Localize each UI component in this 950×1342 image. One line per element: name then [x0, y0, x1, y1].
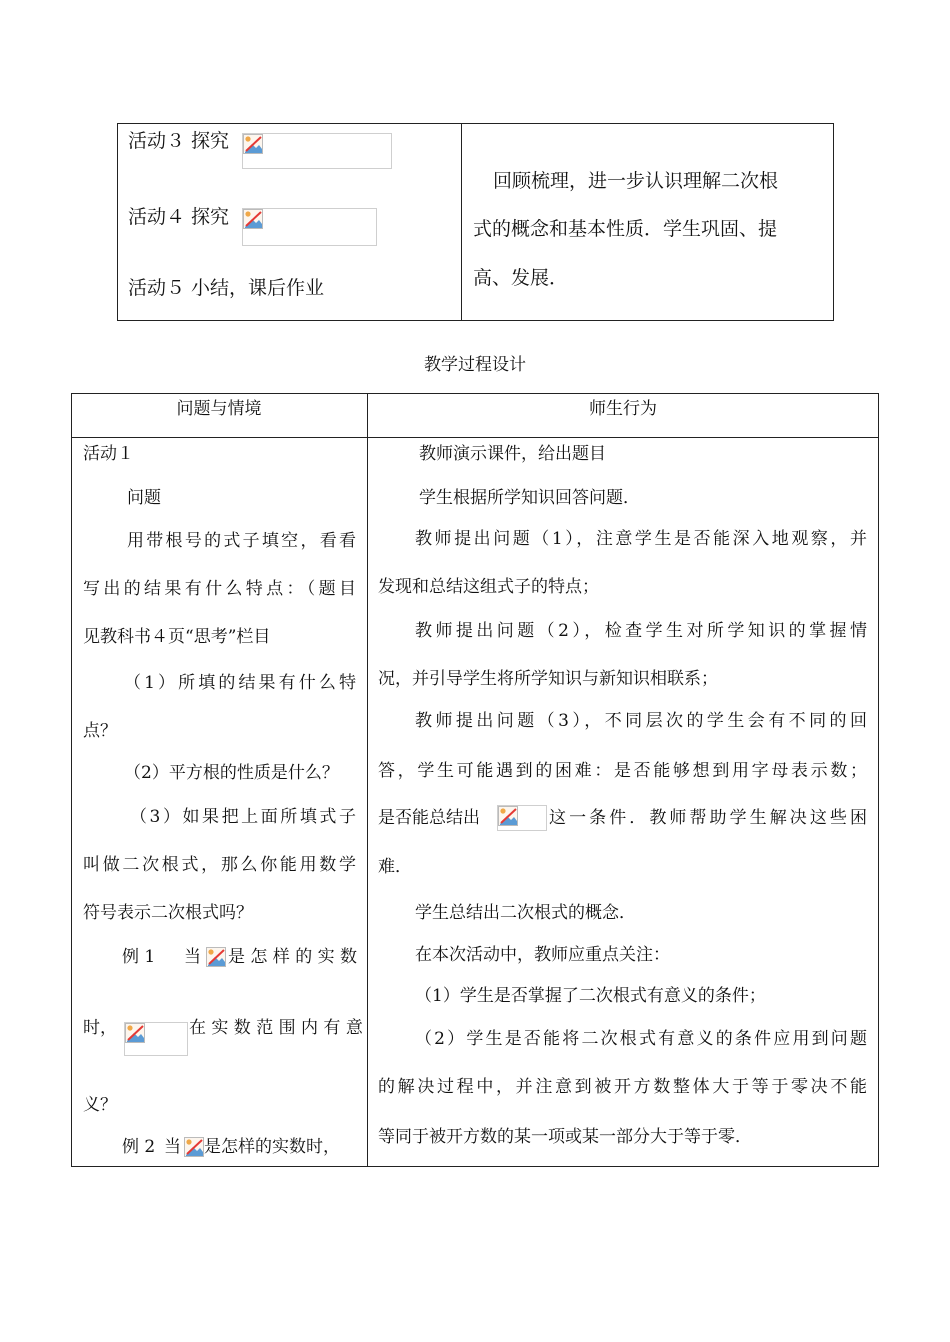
right-condition-suffix: 这一条件．教师帮助学生解决这些困 — [549, 808, 867, 828]
example-2-label: 例 2 — [122, 1137, 156, 1157]
right-line-10: 学生总结出二次根式的概念． — [415, 903, 636, 923]
example-1-when: 当 — [184, 947, 201, 967]
left-line-9: （3）如果把上面所填式子 — [130, 807, 356, 827]
header-left: 问题与情境 — [176, 399, 262, 419]
example-2-when: 当 — [164, 1137, 181, 1157]
example-1-var-image — [206, 947, 226, 967]
broken-image-icon — [243, 134, 263, 154]
left-line-8: （2）平方根的性质是什么？ — [124, 763, 339, 783]
activity-4-image — [242, 208, 377, 246]
right-line-14: 的解决过程中，并注意到被开方数整体大于等于零决不能 — [378, 1077, 867, 1097]
example-1-line3: 义？ — [83, 1095, 117, 1115]
right-line-11: 在本次活动中，教师应重点关注： — [415, 945, 670, 965]
top-right-line-1: 回顾梳理，进一步认识理解二次根 — [493, 170, 779, 192]
top-table-divider — [461, 123, 462, 321]
example-1-line2-prefix: 时， — [83, 1018, 117, 1038]
example-1-label: 例 1 — [122, 947, 156, 967]
top-right-line-3: 高、发展． — [473, 267, 569, 289]
right-line-9: 难． — [378, 857, 412, 877]
right-line-7: 教师提出问题（3），不同层次的学生会有不同的回 — [415, 711, 867, 731]
right-line-5: 教师提出问题（2），检查学生对所学知识的掌握情 — [415, 621, 867, 641]
left-line-problem: 问题 — [127, 488, 161, 508]
example-2-var-image — [184, 1137, 204, 1157]
right-condition-prefix: 是否能总结出 — [378, 808, 480, 828]
right-line-2: 学生根据所学知识回答问题． — [419, 488, 640, 508]
right-line-1: 教师演示课件，给出题目 — [419, 444, 606, 464]
right-line-12: （1）学生是否掌握了二次根式有意义的条件； — [415, 986, 766, 1006]
right-line-13: （2）学生是否能将二次根式有意义的条件应用到问题 — [415, 1029, 867, 1049]
left-line-7: 点？ — [83, 721, 117, 741]
example-1-rest: 是 怎 样 的 实 数 — [228, 947, 358, 967]
example-1-line2-rest: 在 实 数 范 围 内 有 意 — [189, 1018, 363, 1038]
activity-4-label: 活动４ 探究 — [128, 206, 230, 228]
header-right: 师生行为 — [589, 399, 657, 419]
left-line-4: 写出的结果有什么特点：（题目 — [83, 579, 356, 599]
right-line-4: 发现和总结这组式子的特点； — [378, 577, 599, 597]
left-line-activity1: 活动１ — [83, 444, 134, 464]
left-line-5: 见教科书４页“思考”栏目 — [83, 627, 271, 647]
example-2-rest: 是怎样的实数时， — [204, 1137, 340, 1157]
condition-image — [497, 805, 547, 831]
right-line-6: 况，并引导学生将所学知识与新知识相联系； — [378, 669, 718, 689]
broken-image-icon — [206, 947, 226, 967]
right-line-15: 等同于被开方数的某一项或某一部分大于等于零． — [378, 1127, 752, 1147]
main-table-header-divider — [71, 437, 879, 438]
left-line-3: 用带根号的式子填空，看看 — [127, 531, 356, 551]
broken-image-icon — [184, 1137, 204, 1157]
broken-image-icon — [243, 209, 263, 229]
left-line-10: 叫做二次根式，那么你能用数学 — [83, 855, 356, 875]
broken-image-icon — [498, 806, 518, 826]
activity-5-label: 活动５ 小结，课后作业 — [128, 277, 325, 299]
left-line-11: 符号表示二次根式吗？ — [83, 903, 253, 923]
right-line-3: 教师提出问题（1），注意学生是否能深入地观察，并 — [415, 529, 867, 549]
main-table-divider — [367, 393, 368, 1167]
broken-image-icon — [125, 1023, 145, 1043]
section-title: 教学过程设计 — [424, 355, 526, 375]
activity-3-label: 活动３ 探究 — [128, 130, 230, 152]
example-1-expression-image — [124, 1022, 188, 1056]
activity-3-image — [242, 133, 392, 169]
top-right-line-2: 式的概念和基本性质．学生巩固、提 — [473, 218, 778, 240]
left-line-6: （1）所填的结果有什么特 — [124, 673, 356, 693]
right-line-8: 答，学生可能遇到的困难：是否能够想到用字母表示数； — [378, 761, 867, 781]
